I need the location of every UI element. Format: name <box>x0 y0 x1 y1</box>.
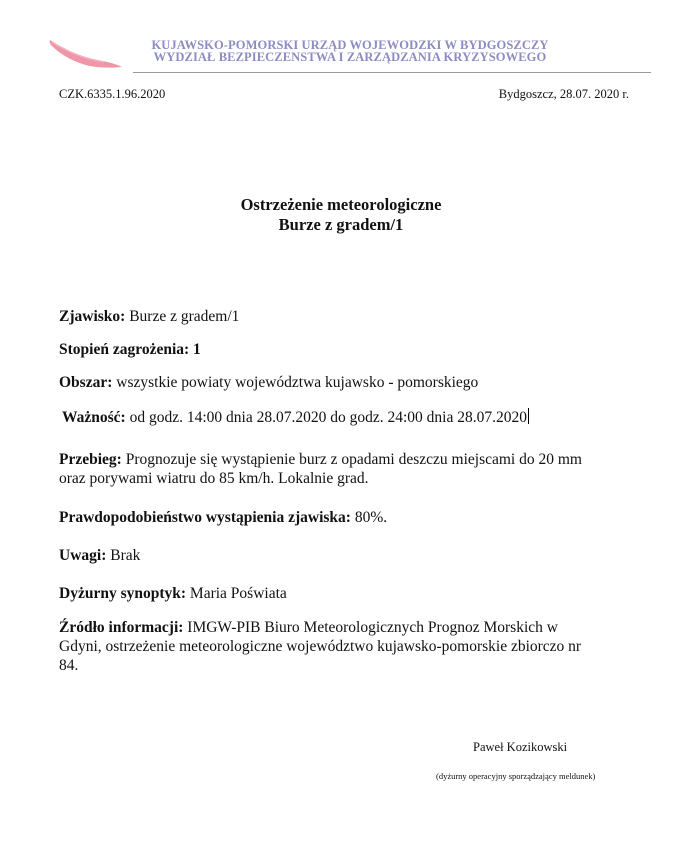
text-cursor <box>528 408 529 424</box>
field-label: Źródło informacji: <box>59 619 184 636</box>
field-value: Maria Poświata <box>189 585 287 602</box>
brush-stroke-logo-icon <box>46 34 126 74</box>
office-header-line-1: KUJAWSKO-POMORSKI URZĄD WOJEWODZKI W BYDGOSZCZY <box>151 38 549 52</box>
field-label: Zjawisko: <box>59 308 126 325</box>
field-validity <box>62 408 642 427</box>
field-value-line-1: Prognozuje się wystąpienie burz z opadami deszczu miejscami do 20 mm <box>125 451 582 468</box>
field-label: Ważność: <box>62 409 126 426</box>
title-line-1: Ostrzeżenie meteorologiczne <box>240 195 442 214</box>
field-value: 80%. <box>354 509 388 526</box>
field-area <box>59 373 639 392</box>
reference-number: CZK.6335.1.96.2020 <box>59 87 166 101</box>
field-value-line-3: 84. <box>59 657 79 674</box>
header-divider <box>133 72 651 73</box>
place-and-date: Bydgoszcz, 28.07. 2020 r. <box>498 87 629 101</box>
field-label: Obszar: <box>59 374 113 391</box>
field-threat-level <box>59 340 639 359</box>
field-value: od godz. 14:00 dnia 28.07.2020 do godz. 24:00 dnia 28.07.2020 <box>129 409 527 426</box>
field-remarks <box>59 546 639 565</box>
field-probability <box>59 508 639 527</box>
signatory-role: (dyżurny operacyjny sporządzający meldunek) <box>436 771 596 781</box>
signatory-name: Paweł Kozikowski <box>473 740 568 754</box>
field-value-line-2: Gdyni, ostrzeżenie meteorologiczne województwo kujawsko-pomorskie zbiorczo nr <box>59 638 582 655</box>
title-line-2: Burze z gradem/1 <box>278 215 404 234</box>
field-label: Prawdopodobieństwo wystąpienia zjawiska: <box>59 509 351 526</box>
field-value: Burze z gradem/1 <box>129 308 240 325</box>
field-label: Stopień zagrożenia: 1 <box>59 341 201 358</box>
field-source <box>59 618 639 675</box>
office-header <box>130 39 570 63</box>
field-phenomenon <box>59 307 639 326</box>
document-title <box>0 195 682 235</box>
field-label: Uwagi: <box>59 547 107 564</box>
field-forecaster <box>59 584 639 603</box>
field-value-line-2: oraz porywami wiatru do 85 km/h. Lokalnie grad. <box>59 470 369 487</box>
field-value: Brak <box>110 547 141 564</box>
field-label: Dyżurny synoptyk: <box>59 585 187 602</box>
office-header-line-2: WYDZIAŁ BEZPIECZENSTWA I ZARZĄDZANIA KRYZYSOWEGO <box>153 50 547 64</box>
field-course <box>59 450 639 488</box>
field-value-line-1: IMGW-PIB Biuro Meteorologicznych Prognoz Morskich w <box>187 619 558 636</box>
field-label: Przebieg: <box>59 451 122 468</box>
field-value: wszystkie powiaty województwa kujawsko - pomorskiego <box>116 374 479 391</box>
